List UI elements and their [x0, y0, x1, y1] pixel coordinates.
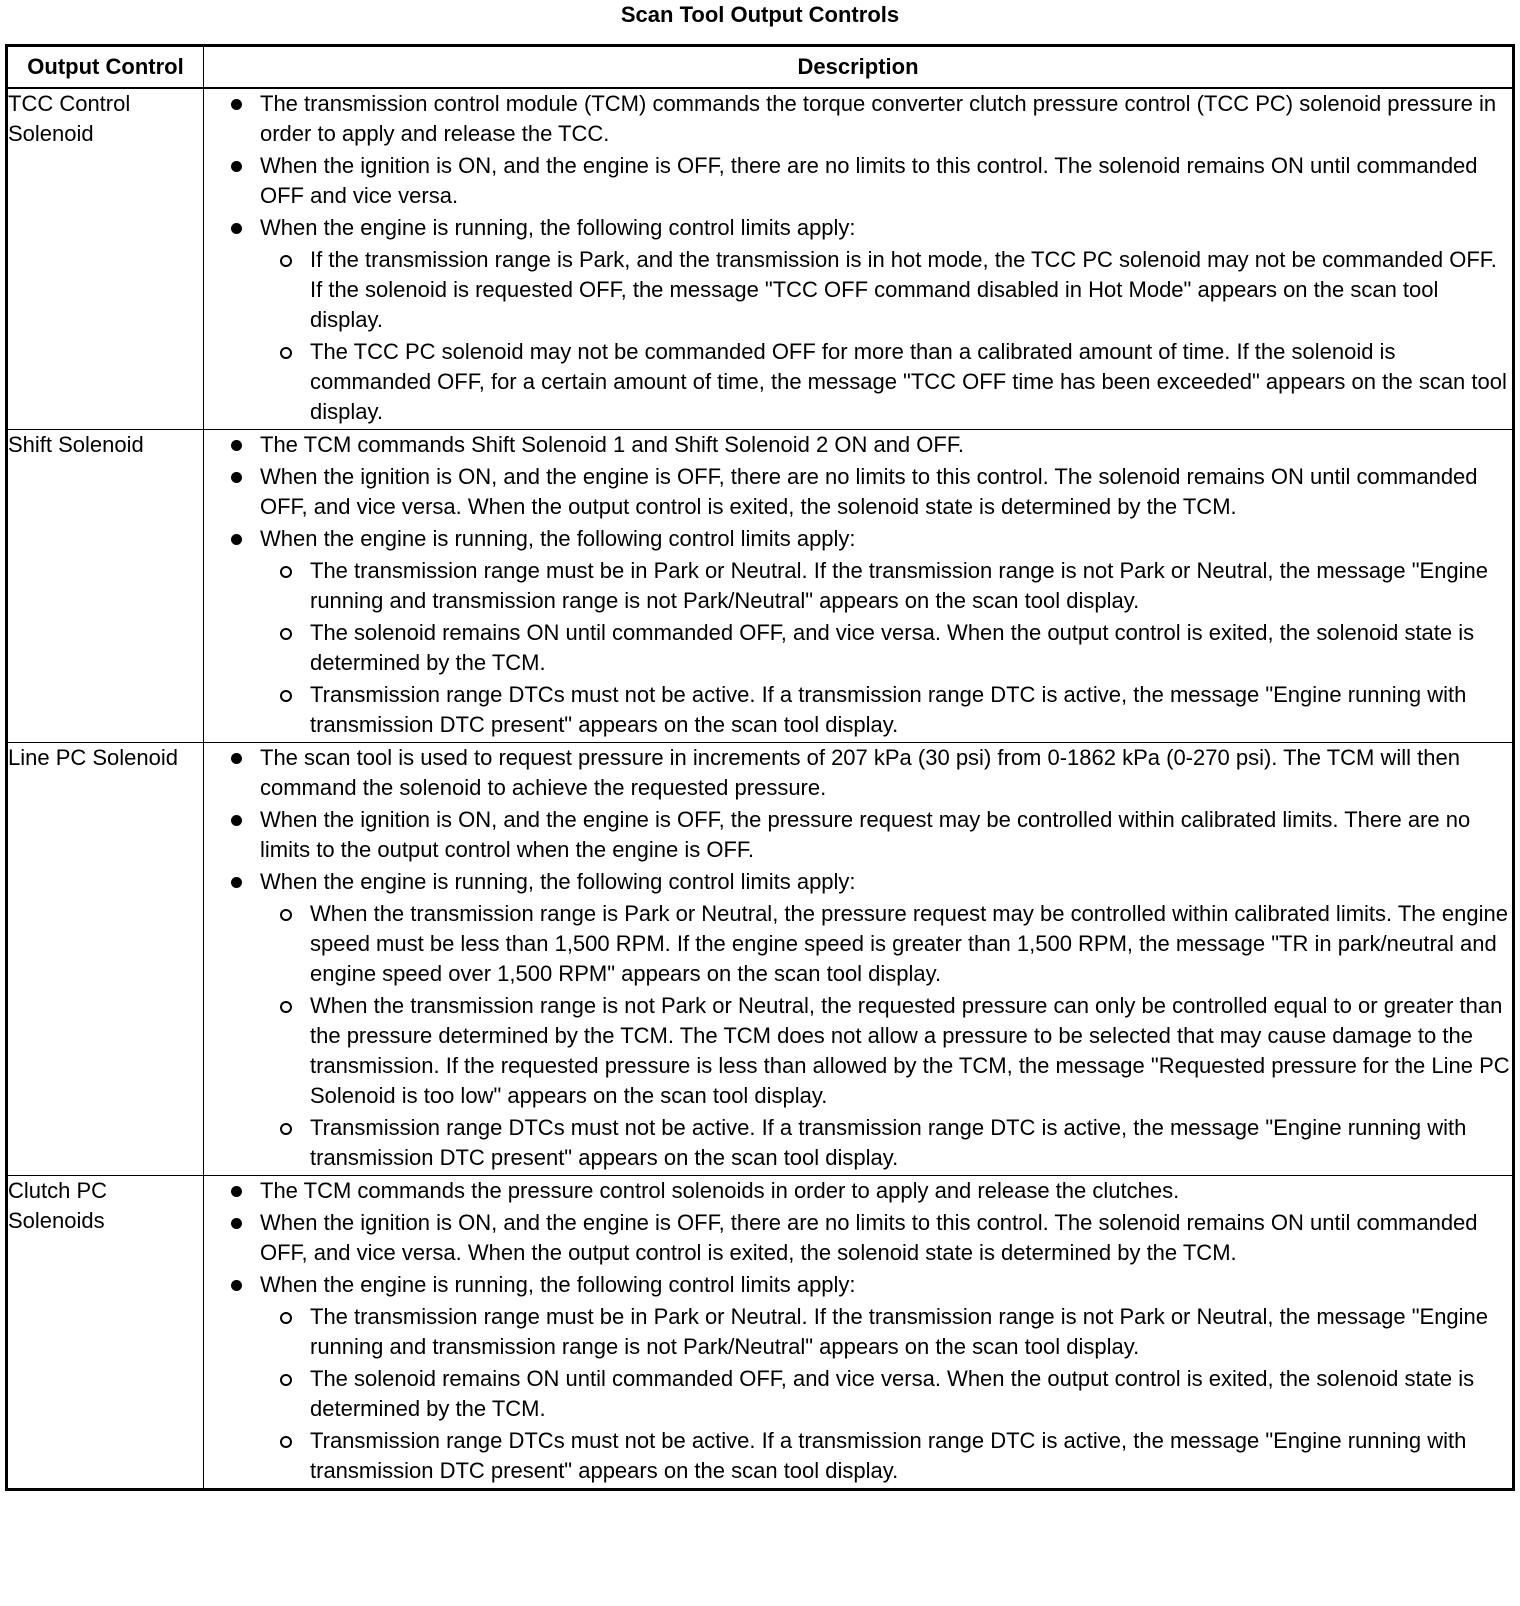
bullet-item: The transmission control module (TCM) commands the torque converter clutch pressure control (TCC PC) solenoid pressure in order to apply and release the TCC. [204, 89, 1512, 149]
output-control-cell: Line PC Solenoid [7, 743, 204, 1176]
bullet-list [204, 743, 1512, 1173]
sub-bullet-item: If the transmission range is Park, and the transmission is in hot mode, the TCC PC solenoid may not be commanded OFF. If the solenoid is requested OFF, the message "TCC OFF command disabled in Hot Mode" appears on the scan tool display. [260, 245, 1512, 335]
output-control-cell: Shift Solenoid [7, 430, 204, 743]
sub-bullet-item: Transmission range DTCs must not be active. If a transmission range DTC is active, the message "Engine running with transmission DTC present" appears on the scan tool display. [260, 1113, 1512, 1173]
description-cell [204, 430, 1514, 743]
bullet-list [204, 1176, 1512, 1486]
output-control-cell: TCC Control Solenoid [7, 88, 204, 430]
sub-bullet-list [260, 1302, 1512, 1486]
sub-bullet-list [260, 556, 1512, 740]
table-row [7, 1176, 1514, 1490]
table-row [7, 743, 1514, 1176]
bullet-item [204, 867, 1512, 1173]
bullet-item: When the ignition is ON, and the engine is OFF, the pressure request may be controlled within calibrated limits. There are no limits to the output control when the engine is OFF. [204, 805, 1512, 865]
bullet-item [204, 524, 1512, 740]
table-title: Scan Tool Output Controls [620, 2, 900, 27]
output-control-cell: Clutch PC Solenoids [7, 1176, 204, 1490]
bullet-text: When the engine is running, the following control limits apply: [260, 526, 856, 551]
table-row [7, 430, 1514, 743]
sub-bullet-item: When the transmission range is not Park or Neutral, the requested pressure can only be controlled equal to or greater than the pressure determined by the TCM. The TCM does not allow a pressure to be selected that may cause damage to the transmission. If the requested pressure is less than allowed by the TCM, the message "Requested pressure for the Line PC Solenoid is too low" appears on the scan tool display. [260, 991, 1512, 1111]
description-cell [204, 1176, 1514, 1490]
sub-bullet-item: The transmission range must be in Park or Neutral. If the transmission range is not Park or Neutral, the message "Engine running and transmission range is not Park/Neutral" appears on the scan tool display. [260, 1302, 1512, 1362]
sub-bullet-item: The solenoid remains ON until commanded OFF, and vice versa. When the output control is exited, the solenoid state is determined by the TCM. [260, 618, 1512, 678]
bullet-item [204, 1270, 1512, 1486]
sub-bullet-list [260, 899, 1512, 1173]
sub-bullet-item: The solenoid remains ON until commanded OFF, and vice versa. When the output control is exited, the solenoid state is determined by the TCM. [260, 1364, 1512, 1424]
bullet-item: The scan tool is used to request pressure in increments of 207 kPa (30 psi) from 0-1862 kPa (0-270 psi). The TCM will then command the solenoid to achieve the requested pressure. [204, 743, 1512, 803]
description-cell [204, 88, 1514, 430]
sub-bullet-item: The transmission range must be in Park or Neutral. If the transmission range is not Park or Neutral, the message "Engine running and transmission range is not Park/Neutral" appears on the scan tool display. [260, 556, 1512, 616]
bullet-text: When the engine is running, the following control limits apply: [260, 215, 856, 240]
description-cell [204, 743, 1514, 1176]
bullet-item: When the ignition is ON, and the engine is OFF, there are no limits to this control. The solenoid remains ON until commanded OFF, and vice versa. When the output control is exited, the solenoid state is determined by the TCM. [204, 1208, 1512, 1268]
sub-bullet-item: Transmission range DTCs must not be active. If a transmission range DTC is active, the message "Engine running with transmission DTC present" appears on the scan tool display. [260, 1426, 1512, 1486]
header-description: Description [204, 46, 1514, 89]
bullet-list [204, 89, 1512, 427]
bullet-item: When the ignition is ON, and the engine is OFF, there are no limits to this control. The solenoid remains ON until commanded OFF and vice versa. [204, 151, 1512, 211]
bullet-text: When the engine is running, the following control limits apply: [260, 1272, 856, 1297]
bullet-item [204, 213, 1512, 427]
sub-bullet-item: The TCC PC solenoid may not be commanded OFF for more than a calibrated amount of time. If the solenoid is commanded OFF, for a certain amount of time, the message "TCC OFF time has been exceeded" appears on the scan tool display. [260, 337, 1512, 427]
bullet-item: The TCM commands Shift Solenoid 1 and Shift Solenoid 2 ON and OFF. [204, 430, 1512, 460]
header-row [7, 46, 1514, 89]
output-controls-table [5, 44, 1515, 1491]
bullet-item: When the ignition is ON, and the engine is OFF, there are no limits to this control. The solenoid remains ON until commanded OFF, and vice versa. When the output control is exited, the solenoid state is determined by the TCM. [204, 462, 1512, 522]
bullet-item: The TCM commands the pressure control solenoids in order to apply and release the clutches. [204, 1176, 1512, 1206]
table-row [7, 88, 1514, 430]
bullet-text: When the engine is running, the following control limits apply: [260, 869, 856, 894]
header-output-control: Output Control [7, 46, 204, 89]
sub-bullet-list [260, 245, 1512, 427]
bullet-list [204, 430, 1512, 740]
sub-bullet-item: When the transmission range is Park or Neutral, the pressure request may be controlled within calibrated limits. The engine speed must be less than 1,500 RPM. If the engine speed is greater than 1,500 RPM, the message "TR in park/neutral and engine speed over 1,500 RPM" appears on the scan tool display. [260, 899, 1512, 989]
sub-bullet-item: Transmission range DTCs must not be active. If a transmission range DTC is active, the message "Engine running with transmission DTC present" appears on the scan tool display. [260, 680, 1512, 740]
